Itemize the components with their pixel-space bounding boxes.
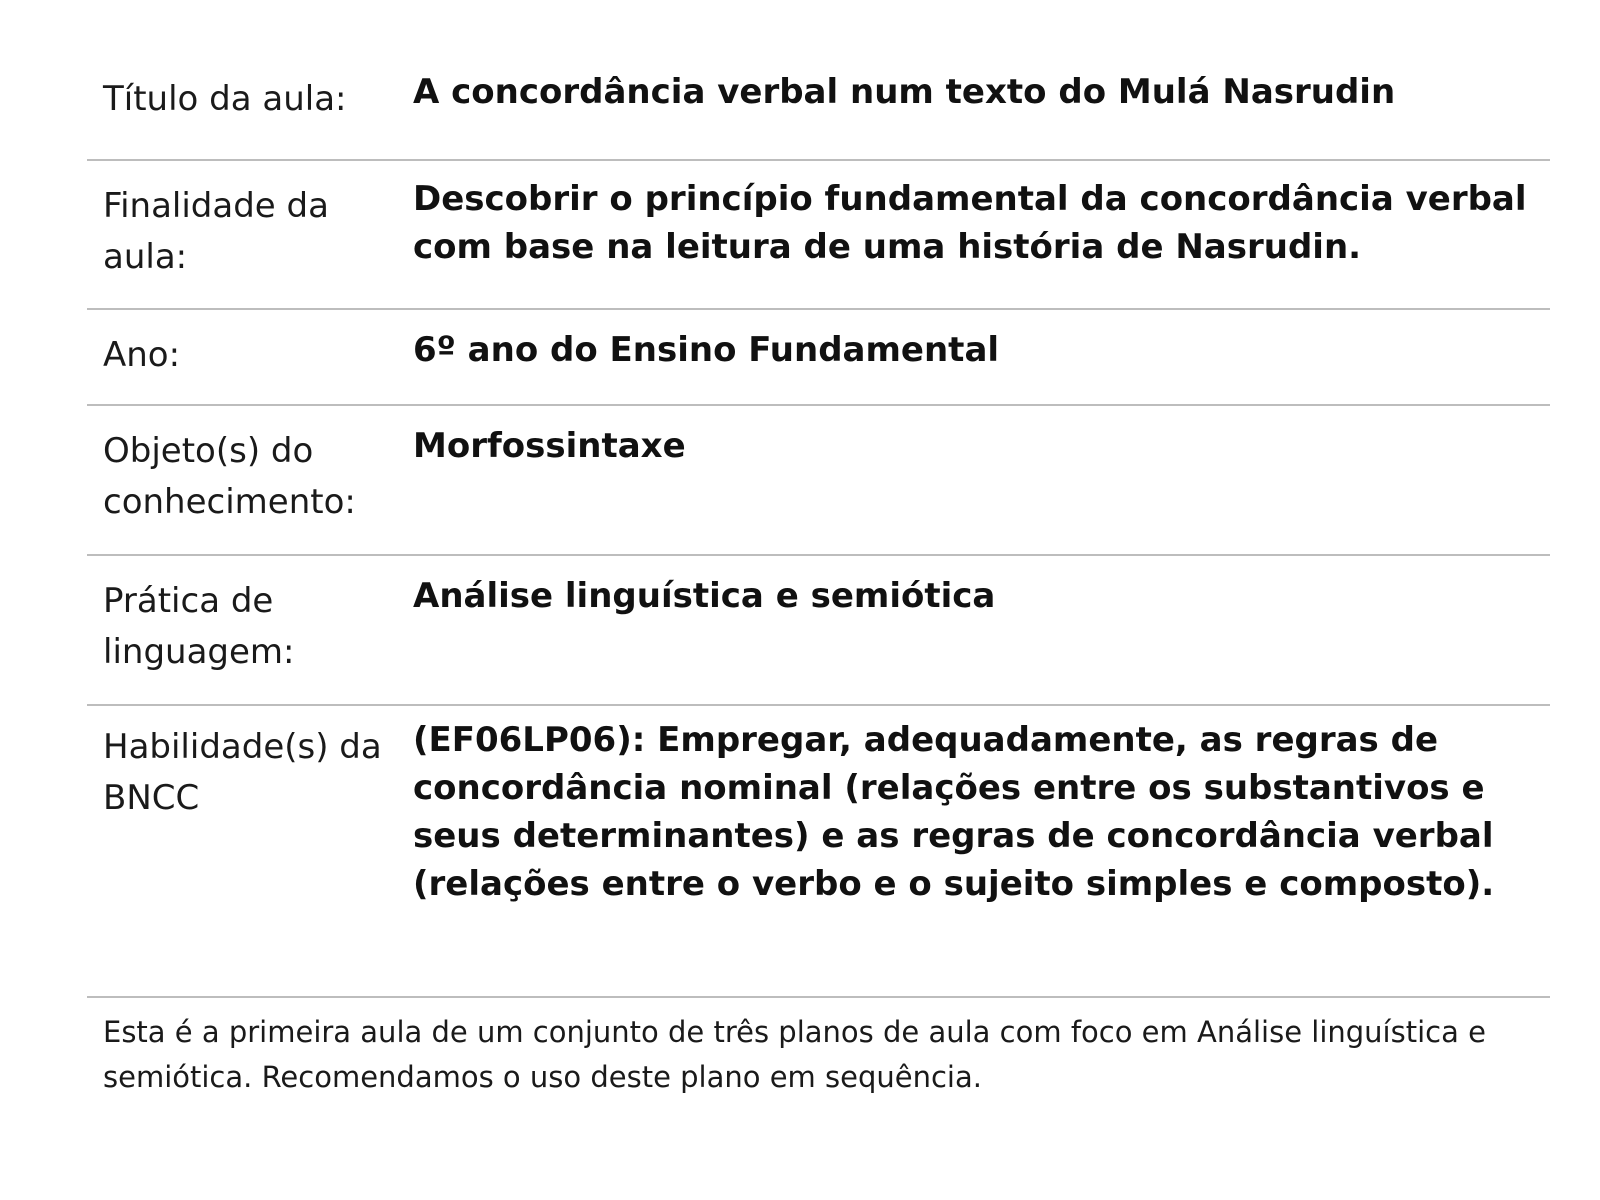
sequence-note: Esta é a primeira aula de um conjunto de três planos de aula com foco em Análise linguística e semiótica. Recomendamos o uso deste plano em sequência.	[103, 1015, 1486, 1094]
row-lesson-title	[87, 62, 1550, 161]
row-bncc-skills	[87, 706, 1550, 998]
lesson-purpose-value: Descobrir o princípio fundamental da concordância verbal com base na leitura de uma história de Nasrudin.	[413, 179, 1527, 267]
bncc-skills-value: (EF06LP06): Empregar, adequadamente, as regras de concordância nominal (relações entre os substantivos e seus determinantes) e as regras de concordância verbal (relações entre o verbo e o sujeito simples e composto).	[413, 720, 1495, 904]
grade-value: 6º ano do Ensino Fundamental	[413, 330, 1000, 370]
knowledge-objects-label: Objeto(s) do conhecimento:	[103, 431, 356, 522]
grade-label: Ano:	[103, 335, 181, 375]
lesson-title-value: A concordância verbal num texto do Mulá Nasrudin	[413, 72, 1396, 112]
bncc-skills-label: Habilidade(s) da BNCC	[103, 727, 382, 818]
row-knowledge-objects	[87, 406, 1550, 556]
language-practice-value: Análise linguística e semiótica	[413, 576, 996, 616]
lesson-info-table	[87, 62, 1550, 1100]
language-practice-label: Prática de linguagem:	[103, 581, 295, 672]
row-lesson-purpose	[87, 161, 1550, 310]
lesson-title-label: Título da aula:	[103, 79, 347, 119]
knowledge-objects-value: Morfossintaxe	[413, 426, 686, 466]
lesson-purpose-label: Finalidade da aula:	[103, 186, 329, 277]
row-language-practice	[87, 556, 1550, 706]
row-grade	[87, 310, 1550, 406]
